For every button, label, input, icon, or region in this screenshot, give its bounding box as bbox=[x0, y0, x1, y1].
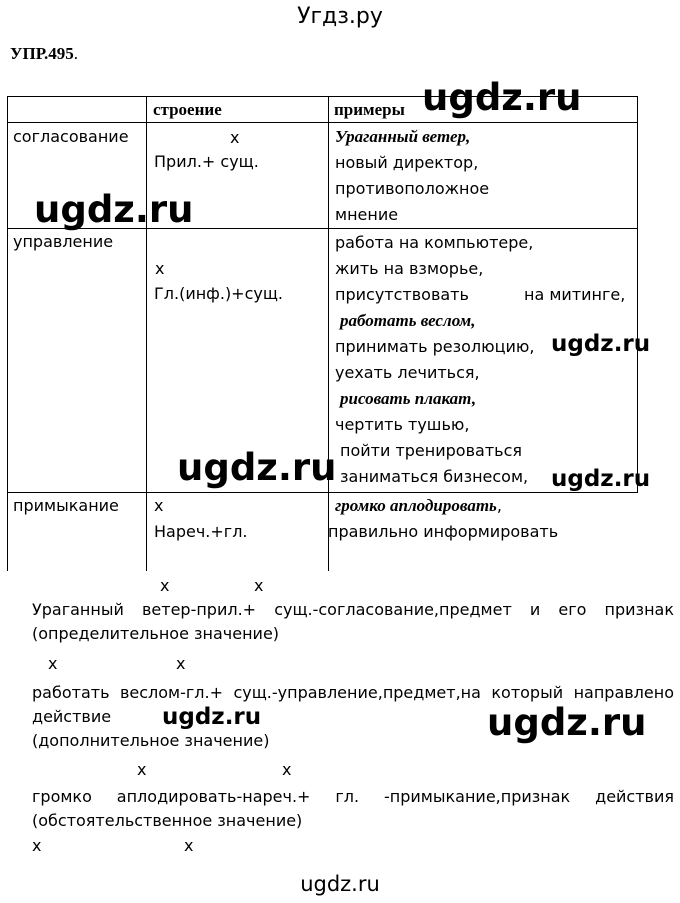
table-col-divider bbox=[328, 96, 329, 571]
watermark: ugdz.ru bbox=[551, 466, 651, 492]
cell-structure: Нареч.+гл. bbox=[154, 522, 248, 541]
table-border-left bbox=[7, 96, 8, 571]
stress-mark: x bbox=[282, 760, 292, 779]
watermark: ugdz.ru bbox=[551, 331, 651, 357]
stress-mark: x bbox=[48, 654, 58, 673]
example-item: присутствовать bbox=[335, 285, 469, 304]
example-comma: , bbox=[496, 496, 502, 515]
row-type-agreement: согласование bbox=[13, 127, 129, 146]
analysis-line: (дополнительное значение) bbox=[32, 731, 270, 750]
watermark: ugdz.ru bbox=[34, 188, 194, 231]
example-item: жить на взморье, bbox=[335, 259, 484, 278]
stress-mark: x bbox=[184, 836, 194, 855]
example-item: новый директор, bbox=[335, 153, 479, 172]
cell-marker: x bbox=[155, 259, 165, 278]
row-type-adjoining: примыкание bbox=[13, 496, 119, 515]
table-col-divider bbox=[146, 96, 147, 571]
header-structure: строение bbox=[153, 100, 222, 119]
example-item: мнение bbox=[335, 205, 399, 224]
example-item: Ураганный ветер, bbox=[335, 127, 471, 146]
example-item: работа на компьютере, bbox=[335, 233, 534, 252]
watermark: ugdz.ru bbox=[177, 446, 337, 489]
example-item: принимать резолюцию, bbox=[335, 337, 535, 356]
analysis-line: (обстоятельственное значение) bbox=[32, 811, 303, 830]
analysis-line: (определительное значение) bbox=[32, 624, 280, 643]
cell-structure: Гл.(инф.)+сущ. bbox=[154, 284, 284, 303]
stress-mark: x bbox=[160, 576, 170, 595]
example-item: пойти тренироваться bbox=[340, 441, 522, 460]
example-item: правильно информировать bbox=[328, 522, 559, 541]
footer-site-link[interactable]: ugdz.ru bbox=[300, 872, 380, 896]
example-item: заниматься бизнесом, bbox=[340, 467, 529, 486]
exercise-dot: . bbox=[73, 44, 78, 63]
example-item: рисовать плакат, bbox=[340, 389, 477, 408]
cell-marker: x bbox=[154, 496, 164, 515]
watermark: ugdz.ru bbox=[162, 704, 262, 730]
header-examples: примеры bbox=[334, 100, 405, 119]
exercise-label bbox=[10, 44, 78, 64]
example-item: работать веслом, bbox=[340, 311, 476, 330]
analysis-line: громко аплодировать-нареч.+ гл. -примыкание,признак действия bbox=[32, 787, 674, 806]
syntax-table bbox=[7, 96, 638, 571]
row-type-government: управление bbox=[13, 232, 114, 251]
stress-mark: x bbox=[137, 760, 147, 779]
table-header-divider bbox=[7, 122, 638, 123]
table-border-right bbox=[637, 96, 638, 492]
example-bold: громко аплодировать bbox=[335, 496, 497, 515]
watermark: ugdz.ru bbox=[422, 76, 582, 119]
analysis-line: действие bbox=[32, 707, 112, 726]
stress-mark: x bbox=[254, 576, 264, 595]
example-item: противоположное bbox=[335, 179, 490, 198]
stress-mark: x bbox=[32, 836, 42, 855]
cell-structure: Прил.+ сущ. bbox=[154, 152, 259, 171]
analysis-line: Ураганный ветер-прил.+ сущ.-согласование,предмет и его признак bbox=[32, 600, 674, 619]
example-item: на митинге, bbox=[524, 285, 626, 304]
stress-mark: x bbox=[176, 654, 186, 673]
exercise-number: УПР.495 bbox=[10, 44, 74, 63]
site-title: Угдз.ру bbox=[297, 4, 383, 29]
cell-marker: x bbox=[230, 128, 240, 147]
example-item: уехать лечиться, bbox=[335, 363, 480, 382]
example-item bbox=[335, 493, 502, 519]
watermark: ugdz.ru bbox=[487, 701, 647, 744]
analysis-line: работать веслом-гл.+ сущ.-управление,предмет,на который направлено bbox=[32, 683, 674, 702]
example-item: чертить тушью, bbox=[335, 415, 470, 434]
